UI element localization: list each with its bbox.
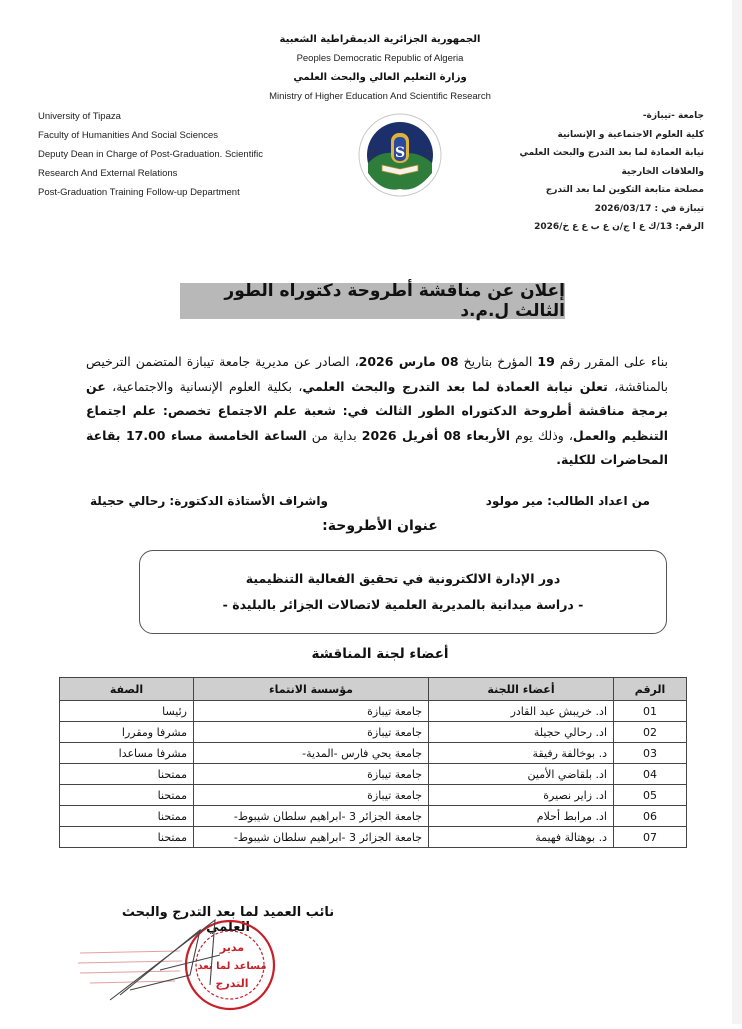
cell-member: اد. خريبش عبد القادر bbox=[429, 701, 614, 722]
faculty-ar: كلية العلوم الاجتماعية و الإنسانية bbox=[557, 129, 704, 140]
column-header-number: الرقم bbox=[614, 678, 687, 701]
cell-number: 07 bbox=[614, 827, 687, 848]
supervisor-name: واشراف الأستاذة الدكتورة: رحالي حجيلة bbox=[90, 494, 328, 508]
table-row bbox=[60, 806, 687, 827]
republic-en: Peoples Democratic Republic of Algeria bbox=[296, 53, 464, 64]
table-header-row bbox=[60, 678, 687, 701]
announcement-paragraph bbox=[86, 350, 718, 473]
stamp-line-2: مساعد لما بعد bbox=[197, 961, 267, 972]
cell-role: مشرفا ومقررا bbox=[60, 722, 194, 743]
cell-number: 05 bbox=[614, 785, 687, 806]
cell-number: 03 bbox=[614, 743, 687, 764]
deputy-dean-ar: نيابة العمادة لما بعد التدرج والبحث العلمي bbox=[519, 148, 704, 158]
table-row bbox=[60, 764, 687, 785]
cell-role: ممتحنا bbox=[60, 806, 194, 827]
page-edge-strip bbox=[732, 0, 742, 1024]
header-left-en bbox=[38, 107, 328, 202]
cell-member: اد. مرابط أحلام bbox=[429, 806, 614, 827]
cell-role: رئيسا bbox=[60, 701, 194, 722]
thesis-subtitle: - دراسة ميدانية بالمديرية العلمية لاتصالات الجزائر بالبليدة - bbox=[222, 597, 584, 612]
cell-member: اد. بلقاضي الأمين bbox=[429, 764, 614, 785]
department-ar: مصلحة متابعة التكوين لما بعد التدرج bbox=[545, 185, 704, 195]
announcement-title: إعلان عن مناقشة أطروحة دكتوراه الطور الثالث ل.م.د bbox=[180, 283, 565, 319]
department-en: Post-Graduation Training Follow-up Department bbox=[38, 187, 240, 198]
thesis-title-label: عنوان الأطروحة: bbox=[322, 518, 438, 534]
cell-institution: جامعة تيبازة bbox=[194, 764, 429, 785]
table-row bbox=[60, 722, 687, 743]
defense-time-location: الساعة الخامسة مساء 17.00 بقاعة المحاضرات للكلية. bbox=[86, 427, 668, 467]
decision-number: 19 bbox=[537, 354, 555, 369]
official-stamp-icon bbox=[60, 915, 320, 1025]
text-fragment: ، بكلية العلوم الإنسانية والاجتماعية، bbox=[105, 378, 303, 394]
header-right-ar bbox=[454, 107, 704, 237]
text-fragment: بداية من bbox=[306, 427, 362, 443]
cell-institution: جامعة الجزائر 3 -ابراهيم سلطان شيبوط- bbox=[194, 827, 429, 848]
republic-ar: الجمهورية الجزائرية الديمقراطية الشعبية bbox=[279, 34, 481, 45]
cell-number: 02 bbox=[614, 722, 687, 743]
cell-role: مشرفا مساعدا bbox=[60, 743, 194, 764]
cell-institution: جامعة تيبازة bbox=[194, 701, 429, 722]
text-fragment: ، وذلك يوم bbox=[510, 427, 573, 443]
column-header-institution: مؤسسة الانتماء bbox=[194, 678, 429, 701]
faculty-en: Faculty of Humanities And Social Sciences bbox=[38, 130, 219, 141]
thesis-title: دور الإدارة الالكترونية في تحقيق الفعالية التنظيمية bbox=[245, 571, 561, 586]
committee-title: أعضاء لجنة المناقشة bbox=[311, 646, 449, 662]
author-supervisor-line bbox=[90, 494, 650, 508]
cell-institution: جامعة تيبازة bbox=[194, 722, 429, 743]
committee-table bbox=[59, 677, 687, 848]
reference-number: الرقم: 13/ك ع ا ج/ن ع ب ع ع خ/2026 bbox=[534, 222, 704, 232]
cell-member: اد. زاير نصيرة bbox=[429, 785, 614, 806]
cell-role: ممتحنا bbox=[60, 764, 194, 785]
signatory-title: نائب العميد لما بعد التدرج والبحث العلمي bbox=[121, 905, 335, 935]
student-name: من اعداد الطالب: مير مولود bbox=[485, 494, 650, 508]
column-header-member: أعضاء اللجنة bbox=[429, 678, 614, 701]
table-row bbox=[60, 785, 687, 806]
ministry-en: Ministry of Higher Education And Scientific Research bbox=[269, 91, 491, 102]
announcement-body bbox=[86, 350, 718, 473]
cell-role: ممتحنا bbox=[60, 827, 194, 848]
cell-number: 06 bbox=[614, 806, 687, 827]
table-row bbox=[60, 701, 687, 722]
stamp-line-1: مدير bbox=[219, 941, 245, 954]
thesis-title-box bbox=[139, 550, 667, 634]
text-fragment: بناء على المقرر رقم bbox=[554, 354, 668, 369]
column-header-role: الصفة bbox=[60, 678, 194, 701]
program-specialty: عن برمجة مناقشة أطروحة الدكتوراه الطور الثالث في: شعبة علم الاجتماع تخصص: علم اجتماع التنظيم والعمل bbox=[86, 378, 668, 443]
signature-stamp-area bbox=[60, 915, 320, 1025]
text-fragment: المؤرخ بتاريخ bbox=[458, 354, 538, 369]
cell-member: اد. رحالي حجيلة bbox=[429, 722, 614, 743]
header-center bbox=[200, 30, 560, 106]
university-logo bbox=[358, 113, 442, 197]
cell-institution: جامعة تيبازة bbox=[194, 785, 429, 806]
university-ar: جامعة -تيبازة- bbox=[642, 111, 704, 121]
table-row bbox=[60, 827, 687, 848]
external-relations-ar: والعلاقات الخارجية bbox=[621, 166, 704, 177]
announcer: تعلن نيابة العمادة لما بعد التدرج والبحث العلمي bbox=[302, 378, 608, 394]
text-fragment: ، الصادر عن مديرية جامعة تيبازة المتضمن الترخيص بالمناقشة، bbox=[86, 354, 668, 394]
deputy-dean-en: Deputy Dean in Charge of Post-Graduation. Scientific bbox=[38, 149, 263, 160]
research-relations-en: Research And External Relations bbox=[38, 168, 178, 179]
cell-institution: جامعة الجزائر 3 -ابراهيم سلطان شيبوط- bbox=[194, 806, 429, 827]
defense-date: الأربعاء 08 أفريل 2026 bbox=[361, 427, 511, 443]
cell-number: 01 bbox=[614, 701, 687, 722]
ministry-ar: وزارة التعليم العالي والبحث العلمي bbox=[293, 72, 467, 83]
university-en: University of Tipaza bbox=[38, 111, 121, 122]
decision-date: 08 مارس 2026 bbox=[358, 354, 459, 369]
svg-text:S: S bbox=[394, 145, 406, 161]
table-row bbox=[60, 743, 687, 764]
cell-member: د. بوهتالة فهيمة bbox=[429, 827, 614, 848]
cell-institution: جامعة يحي فارس -المدية- bbox=[194, 743, 429, 764]
document-date: تيبازة في : 2026/03/17 bbox=[594, 203, 704, 214]
stamp-line-3: التدرج bbox=[215, 977, 249, 990]
cell-member: د. بوخالفة رفيقة bbox=[429, 743, 614, 764]
cell-role: ممتحنا bbox=[60, 785, 194, 806]
cell-number: 04 bbox=[614, 764, 687, 785]
